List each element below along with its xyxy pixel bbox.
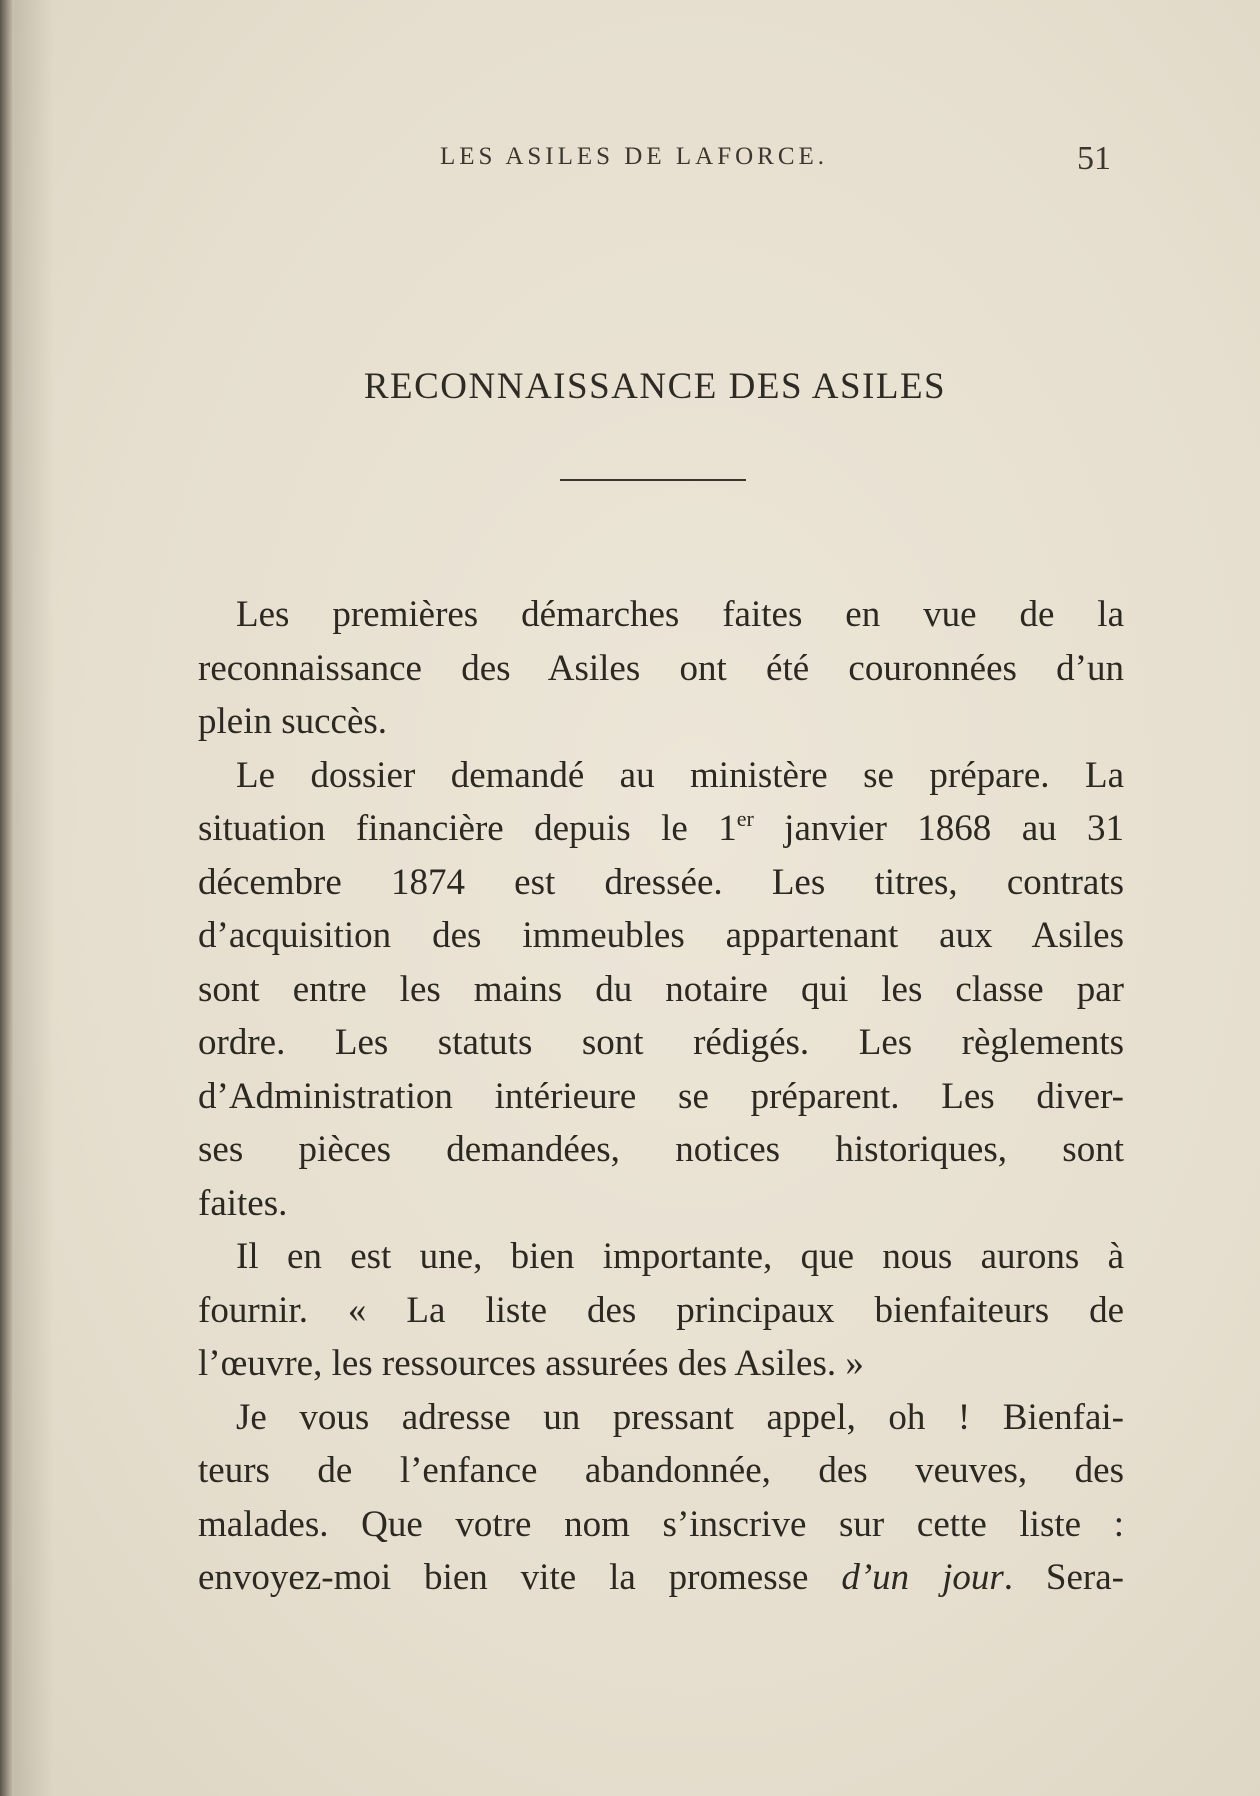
- text-line: [198, 1551, 1124, 1605]
- text-span: envoyez-moi bien vite la promesse: [198, 1557, 842, 1598]
- running-head: LES ASILES DE LAFORCE.: [440, 143, 829, 170]
- section-title: RECONNAISSANCE DES ASILES: [363, 366, 947, 407]
- body-text: [198, 588, 1124, 1605]
- title-rule: [560, 479, 746, 481]
- text-line: Les premières démarches faites en vue de la: [236, 594, 1124, 635]
- book-spine-edge: [0, 0, 14, 1796]
- text-span: janvier 1868 au 31: [753, 808, 1124, 849]
- text-line: faites.: [198, 1182, 288, 1224]
- text-line: Le dossier demandé au ministère se prépare. La: [236, 754, 1124, 796]
- text-line: reconnaissance des Asiles ont été couronnées d’un: [198, 647, 1124, 689]
- text-span: situation financière depuis le 1: [198, 808, 737, 849]
- ordinal-superscript: er: [736, 806, 754, 831]
- text-line: malades. Que votre nom s’inscrive sur cette liste :: [198, 1503, 1124, 1545]
- text-line: Il en est une, bien importante, que nous aurons à: [236, 1236, 1124, 1277]
- text-line: fournir. « La liste des principaux bienfaiteurs de: [198, 1289, 1124, 1331]
- gutter-shadow: [14, 0, 54, 1796]
- text-line: l’œuvre, les ressources assurées des Asiles. »: [198, 1343, 864, 1384]
- text-line: teurs de l’enfance abandonnée, des veuves, des: [198, 1450, 1124, 1491]
- italic-text: d’un jour: [841, 1557, 1004, 1598]
- text-line: d’Administration intérieure se préparent. Les diver-: [198, 1075, 1124, 1117]
- text-line: décembre 1874 est dressée. Les titres, contrats: [198, 861, 1124, 903]
- text-line: plein succès.: [198, 701, 388, 742]
- text-span: . Sera-: [1003, 1557, 1124, 1598]
- text-line: ses pièces demandées, notices historiques, sont: [198, 1129, 1124, 1170]
- text-line: Je vous adresse un pressant appel, oh ! Bienfai-: [236, 1396, 1124, 1438]
- text-line: ordre. Les statuts sont rédigés. Les règlements: [198, 1022, 1124, 1063]
- text-line: d’acquisition des immeubles appartenant aux Asiles: [198, 915, 1124, 956]
- text-line: sont entre les mains du notaire qui les classe par: [198, 968, 1124, 1010]
- text-line: [198, 802, 1124, 856]
- page-number: 51: [1077, 140, 1111, 177]
